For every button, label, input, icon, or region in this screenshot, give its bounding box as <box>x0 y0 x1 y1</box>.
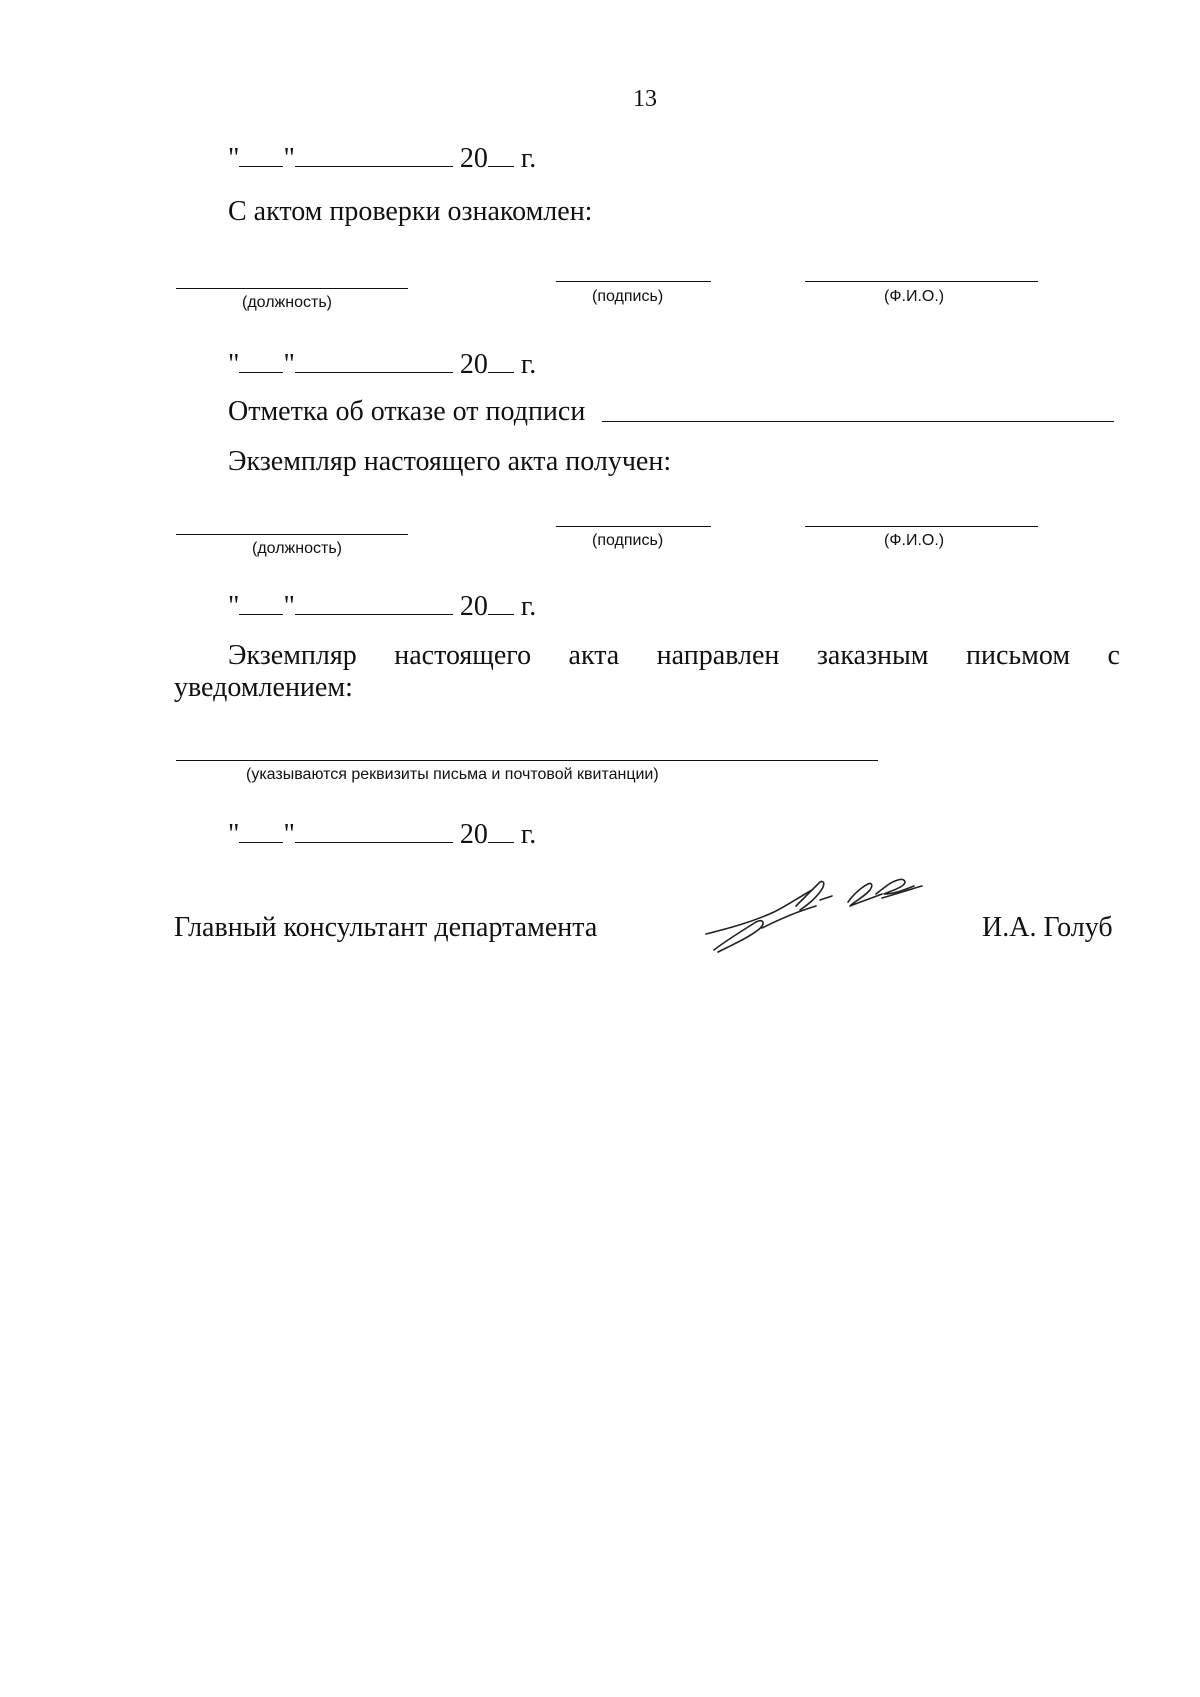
year-prefix: 20 <box>459 819 488 850</box>
position-line <box>176 288 408 289</box>
year-prefix: 20 <box>459 349 488 380</box>
close-quote: " <box>283 819 295 850</box>
acquainted-heading: С актом проверки ознакомлен: <box>228 196 593 227</box>
name-caption: (Ф.И.О.) <box>884 532 945 549</box>
signature-line <box>556 281 711 282</box>
mailed-line-1 <box>228 640 1120 672</box>
refusal-label: Отметка об отказе от подписи <box>228 396 586 427</box>
received-heading: Экземпляр настоящего акта получен: <box>228 446 672 477</box>
year-suffix: г. <box>520 591 537 622</box>
year-suffix: г. <box>520 819 537 850</box>
year-blank <box>488 348 514 373</box>
name-line <box>805 526 1038 527</box>
position-line <box>176 534 408 535</box>
signatory-title: Главный консультант департамента <box>174 912 598 943</box>
close-quote: " <box>283 349 295 380</box>
mailed-word: направлен <box>656 640 780 671</box>
page-number: 13 <box>633 86 657 112</box>
position-caption: (должность) <box>242 294 332 311</box>
date-line <box>228 142 536 175</box>
month-blank <box>295 818 453 843</box>
day-blank <box>239 142 283 167</box>
day-blank <box>239 348 283 373</box>
position-caption: (должность) <box>252 540 342 557</box>
date-line <box>228 590 536 623</box>
mailed-word: письмом <box>965 640 1071 671</box>
handwritten-signature <box>700 872 940 968</box>
mailed-word: Экземпляр <box>228 640 357 671</box>
year-blank <box>488 590 514 615</box>
year-blank <box>488 142 514 167</box>
mail-details-caption: (указываются реквизиты письма и почтовой квитанции) <box>246 766 659 783</box>
day-blank <box>239 590 283 615</box>
close-quote: " <box>283 591 295 622</box>
year-suffix: г. <box>520 143 537 174</box>
year-prefix: 20 <box>459 591 488 622</box>
mailed-word: с <box>1107 640 1120 671</box>
open-quote: " <box>228 143 240 174</box>
name-line <box>805 281 1038 282</box>
open-quote: " <box>228 819 240 850</box>
year-prefix: 20 <box>459 143 488 174</box>
mailed-line-2: уведомлением: <box>174 672 353 703</box>
refusal-line <box>602 421 1114 422</box>
name-caption: (Ф.И.О.) <box>884 288 945 305</box>
mailed-word: заказным <box>816 640 929 671</box>
signature-line <box>556 526 711 527</box>
month-blank <box>295 590 453 615</box>
mailed-word: настоящего <box>394 640 532 671</box>
month-blank <box>295 348 453 373</box>
month-blank <box>295 142 453 167</box>
year-blank <box>488 818 514 843</box>
signature-caption: (подпись) <box>592 288 664 305</box>
day-blank <box>239 818 283 843</box>
mailed-word: акта <box>568 640 620 671</box>
close-quote: " <box>283 143 295 174</box>
date-line <box>228 818 536 851</box>
mail-details-line <box>176 760 878 761</box>
year-suffix: г. <box>520 349 537 380</box>
signatory-name: И.А. Голуб <box>982 912 1113 943</box>
open-quote: " <box>228 591 240 622</box>
open-quote: " <box>228 349 240 380</box>
signature-caption: (подпись) <box>592 532 664 549</box>
date-line <box>228 348 536 381</box>
